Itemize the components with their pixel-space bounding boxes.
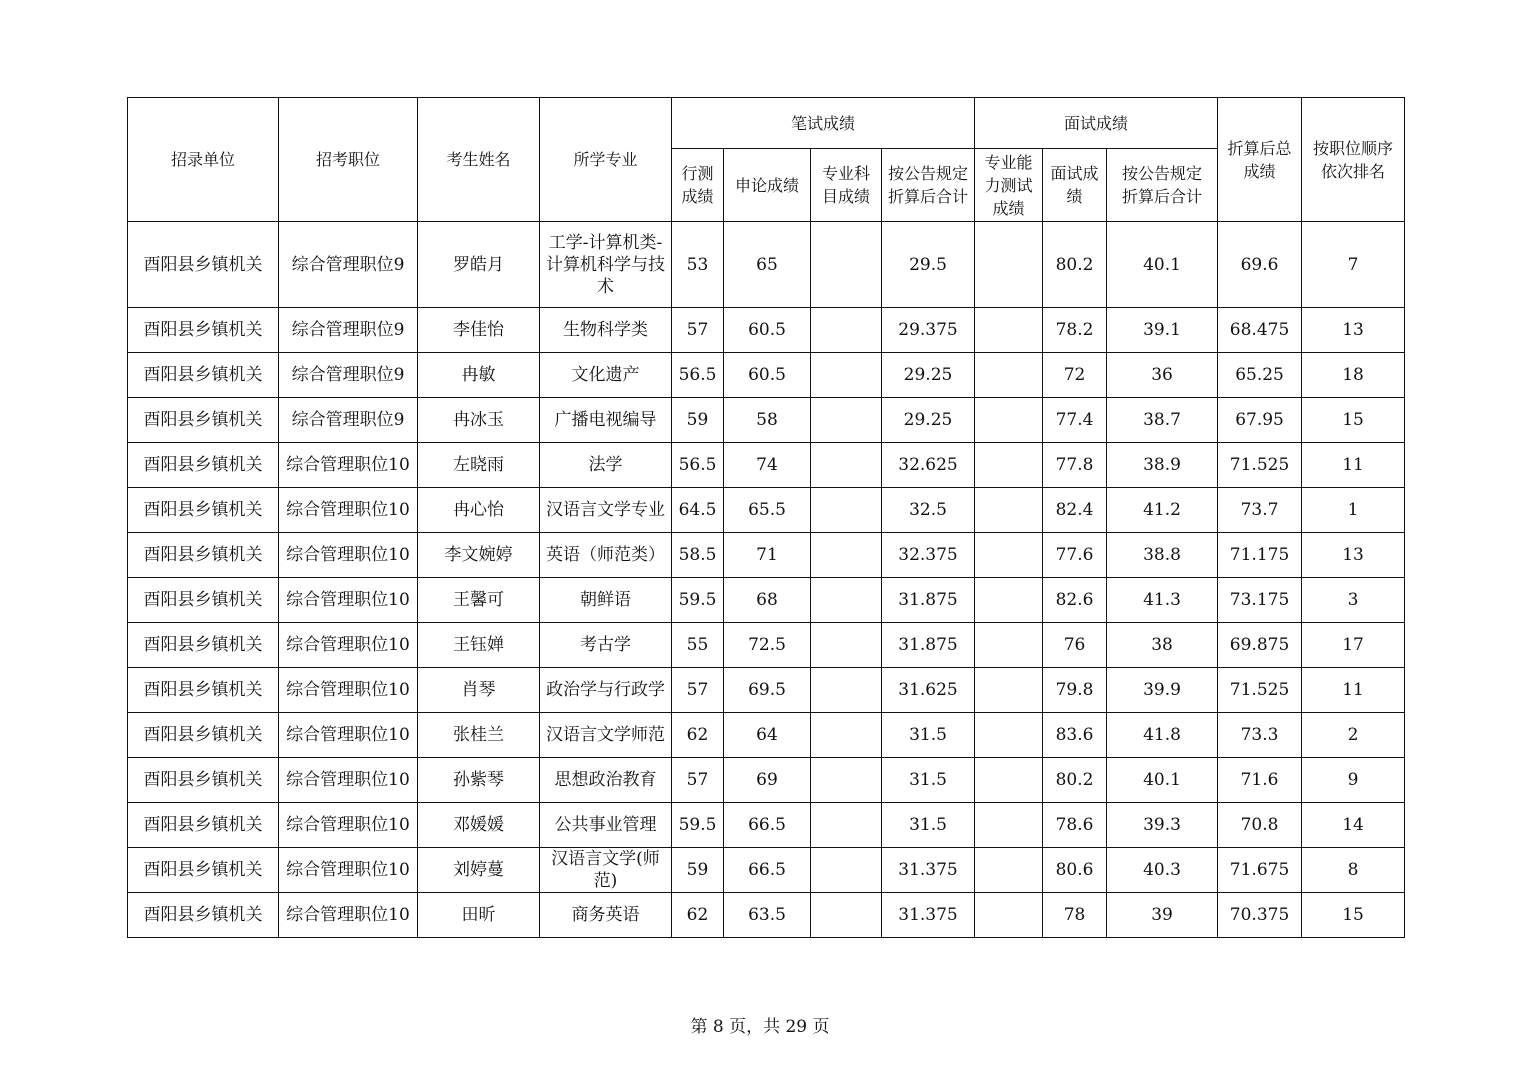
cell-shenlun: 72.5 xyxy=(724,623,811,668)
cell-unit: 酉阳县乡镇机关 xyxy=(128,488,279,533)
cell-rank: 8 xyxy=(1302,848,1405,893)
cell-total: 70.375 xyxy=(1218,893,1302,938)
cell-position: 综合管理职位10 xyxy=(279,578,418,623)
cell-major: 工学-计算机类-计算机科学与技术 xyxy=(540,222,672,308)
cell-unit: 酉阳县乡镇机关 xyxy=(128,893,279,938)
cell-written-total: 29.25 xyxy=(882,398,975,443)
cell-ability xyxy=(975,443,1043,488)
cell-interview: 78.2 xyxy=(1043,308,1107,353)
cell-shenlun: 60.5 xyxy=(724,353,811,398)
cell-written-total: 31.5 xyxy=(882,713,975,758)
cell-interview: 80.2 xyxy=(1043,222,1107,308)
cell-interview-total: 39 xyxy=(1107,893,1218,938)
cell-interview: 82.4 xyxy=(1043,488,1107,533)
cell-written-total: 31.625 xyxy=(882,668,975,713)
cell-major: 汉语言文学师范 xyxy=(540,713,672,758)
cell-position: 综合管理职位10 xyxy=(279,443,418,488)
cell-interview: 76 xyxy=(1043,623,1107,668)
cell-xingce: 58.5 xyxy=(672,533,724,578)
cell-name: 左晓雨 xyxy=(418,443,540,488)
cell-subject xyxy=(811,353,882,398)
cell-shenlun: 71 xyxy=(724,533,811,578)
cell-interview-total: 41.8 xyxy=(1107,713,1218,758)
cell-shenlun: 64 xyxy=(724,713,811,758)
cell-rank: 11 xyxy=(1302,443,1405,488)
cell-interview: 77.4 xyxy=(1043,398,1107,443)
cell-ability xyxy=(975,713,1043,758)
table-row xyxy=(128,848,1405,893)
cell-xingce: 57 xyxy=(672,758,724,803)
cell-shenlun: 66.5 xyxy=(724,848,811,893)
cell-shenlun: 63.5 xyxy=(724,893,811,938)
cell-total: 71.675 xyxy=(1218,848,1302,893)
cell-subject xyxy=(811,308,882,353)
cell-subject xyxy=(811,758,882,803)
cell-ability xyxy=(975,398,1043,443)
cell-interview-total: 40.1 xyxy=(1107,222,1218,308)
cell-interview: 79.8 xyxy=(1043,668,1107,713)
header-written-total: 按公告规定折算后合计 xyxy=(882,149,975,222)
cell-unit: 酉阳县乡镇机关 xyxy=(128,713,279,758)
header-total: 折算后总成绩 xyxy=(1218,98,1302,222)
cell-subject xyxy=(811,623,882,668)
cell-interview-total: 38.9 xyxy=(1107,443,1218,488)
cell-written-total: 31.5 xyxy=(882,758,975,803)
cell-ability xyxy=(975,222,1043,308)
cell-total: 71.6 xyxy=(1218,758,1302,803)
table-row xyxy=(128,488,1405,533)
cell-shenlun: 65 xyxy=(724,222,811,308)
cell-name: 孙紫琴 xyxy=(418,758,540,803)
cell-rank: 11 xyxy=(1302,668,1405,713)
score-table-body xyxy=(128,222,1405,938)
cell-major: 朝鲜语 xyxy=(540,578,672,623)
cell-major: 商务英语 xyxy=(540,893,672,938)
cell-rank: 15 xyxy=(1302,893,1405,938)
cell-position: 综合管理职位10 xyxy=(279,668,418,713)
cell-unit: 酉阳县乡镇机关 xyxy=(128,443,279,488)
cell-position: 综合管理职位9 xyxy=(279,353,418,398)
cell-shenlun: 65.5 xyxy=(724,488,811,533)
cell-written-total: 29.5 xyxy=(882,222,975,308)
cell-name: 罗皓月 xyxy=(418,222,540,308)
cell-ability xyxy=(975,803,1043,848)
cell-ability xyxy=(975,893,1043,938)
table-row xyxy=(128,893,1405,938)
cell-major: 文化遗产 xyxy=(540,353,672,398)
table-row xyxy=(128,533,1405,578)
table-row xyxy=(128,398,1405,443)
cell-rank: 1 xyxy=(1302,488,1405,533)
cell-unit: 酉阳县乡镇机关 xyxy=(128,803,279,848)
cell-xingce: 64.5 xyxy=(672,488,724,533)
header-written-group: 笔试成绩 xyxy=(672,98,975,149)
header-major: 所学专业 xyxy=(540,98,672,222)
cell-major: 英语（师范类） xyxy=(540,533,672,578)
cell-total: 68.475 xyxy=(1218,308,1302,353)
cell-unit: 酉阳县乡镇机关 xyxy=(128,353,279,398)
cell-xingce: 55 xyxy=(672,623,724,668)
cell-written-total: 31.5 xyxy=(882,803,975,848)
cell-major: 生物科学类 xyxy=(540,308,672,353)
cell-position: 综合管理职位9 xyxy=(279,308,418,353)
cell-interview: 77.8 xyxy=(1043,443,1107,488)
cell-xingce: 59.5 xyxy=(672,803,724,848)
cell-xingce: 53 xyxy=(672,222,724,308)
cell-interview: 72 xyxy=(1043,353,1107,398)
cell-name: 刘婷蔓 xyxy=(418,848,540,893)
cell-subject xyxy=(811,803,882,848)
cell-interview-total: 38.7 xyxy=(1107,398,1218,443)
cell-interview-total: 36 xyxy=(1107,353,1218,398)
cell-interview-total: 39.9 xyxy=(1107,668,1218,713)
table-row xyxy=(128,803,1405,848)
cell-subject xyxy=(811,713,882,758)
cell-major: 法学 xyxy=(540,443,672,488)
cell-name: 田昕 xyxy=(418,893,540,938)
cell-xingce: 59 xyxy=(672,398,724,443)
cell-rank: 2 xyxy=(1302,713,1405,758)
table-row xyxy=(128,668,1405,713)
cell-position: 综合管理职位10 xyxy=(279,893,418,938)
cell-rank: 17 xyxy=(1302,623,1405,668)
cell-total: 71.525 xyxy=(1218,668,1302,713)
cell-total: 69.6 xyxy=(1218,222,1302,308)
cell-subject xyxy=(811,893,882,938)
cell-unit: 酉阳县乡镇机关 xyxy=(128,668,279,713)
cell-xingce: 59.5 xyxy=(672,578,724,623)
cell-xingce: 56.5 xyxy=(672,443,724,488)
cell-unit: 酉阳县乡镇机关 xyxy=(128,398,279,443)
table-row xyxy=(128,713,1405,758)
cell-interview-total: 41.3 xyxy=(1107,578,1218,623)
cell-name: 王馨可 xyxy=(418,578,540,623)
cell-xingce: 62 xyxy=(672,893,724,938)
cell-written-total: 31.875 xyxy=(882,623,975,668)
cell-xingce: 62 xyxy=(672,713,724,758)
cell-xingce: 57 xyxy=(672,668,724,713)
cell-total: 73.175 xyxy=(1218,578,1302,623)
cell-subject xyxy=(811,488,882,533)
cell-subject xyxy=(811,668,882,713)
cell-interview-total: 40.1 xyxy=(1107,758,1218,803)
header-unit: 招录单位 xyxy=(128,98,279,222)
cell-name: 冉心怡 xyxy=(418,488,540,533)
cell-ability xyxy=(975,308,1043,353)
cell-interview: 80.6 xyxy=(1043,848,1107,893)
cell-interview-total: 38.8 xyxy=(1107,533,1218,578)
cell-written-total: 31.375 xyxy=(882,848,975,893)
header-interview-total: 按公告规定折算后合计 xyxy=(1107,149,1218,222)
cell-rank: 7 xyxy=(1302,222,1405,308)
cell-position: 综合管理职位10 xyxy=(279,848,418,893)
cell-ability xyxy=(975,668,1043,713)
cell-interview: 78.6 xyxy=(1043,803,1107,848)
cell-major: 考古学 xyxy=(540,623,672,668)
cell-position: 综合管理职位10 xyxy=(279,623,418,668)
cell-subject xyxy=(811,398,882,443)
cell-total: 71.175 xyxy=(1218,533,1302,578)
cell-interview-total: 39.1 xyxy=(1107,308,1218,353)
cell-interview-total: 40.3 xyxy=(1107,848,1218,893)
cell-ability xyxy=(975,533,1043,578)
cell-unit: 酉阳县乡镇机关 xyxy=(128,308,279,353)
header-ability: 专业能力测试成绩 xyxy=(975,149,1043,222)
cell-total: 67.95 xyxy=(1218,398,1302,443)
cell-rank: 14 xyxy=(1302,803,1405,848)
cell-xingce: 57 xyxy=(672,308,724,353)
cell-interview: 78 xyxy=(1043,893,1107,938)
table-row xyxy=(128,308,1405,353)
cell-ability xyxy=(975,623,1043,668)
cell-position: 综合管理职位10 xyxy=(279,713,418,758)
cell-written-total: 32.625 xyxy=(882,443,975,488)
cell-xingce: 56.5 xyxy=(672,353,724,398)
cell-interview: 83.6 xyxy=(1043,713,1107,758)
cell-shenlun: 74 xyxy=(724,443,811,488)
table-row xyxy=(128,578,1405,623)
cell-interview: 82.6 xyxy=(1043,578,1107,623)
cell-position: 综合管理职位10 xyxy=(279,758,418,803)
header-name: 考生姓名 xyxy=(418,98,540,222)
cell-total: 71.525 xyxy=(1218,443,1302,488)
cell-unit: 酉阳县乡镇机关 xyxy=(128,533,279,578)
cell-interview-total: 38 xyxy=(1107,623,1218,668)
cell-unit: 酉阳县乡镇机关 xyxy=(128,578,279,623)
cell-unit: 酉阳县乡镇机关 xyxy=(128,222,279,308)
cell-name: 邓媛媛 xyxy=(418,803,540,848)
cell-written-total: 32.5 xyxy=(882,488,975,533)
cell-written-total: 29.25 xyxy=(882,353,975,398)
cell-rank: 13 xyxy=(1302,533,1405,578)
header-shenlun: 申论成绩 xyxy=(724,149,811,222)
header-rank: 按职位顺序依次排名 xyxy=(1302,98,1405,222)
cell-major: 思想政治教育 xyxy=(540,758,672,803)
cell-ability xyxy=(975,353,1043,398)
cell-subject xyxy=(811,443,882,488)
table-row xyxy=(128,623,1405,668)
cell-name: 冉敏 xyxy=(418,353,540,398)
table-row xyxy=(128,353,1405,398)
cell-ability xyxy=(975,488,1043,533)
cell-total: 69.875 xyxy=(1218,623,1302,668)
cell-major: 汉语言文学(师范) xyxy=(540,848,672,893)
cell-total: 73.7 xyxy=(1218,488,1302,533)
cell-interview-total: 39.3 xyxy=(1107,803,1218,848)
cell-name: 冉冰玉 xyxy=(418,398,540,443)
score-table xyxy=(127,97,1405,938)
cell-position: 综合管理职位10 xyxy=(279,533,418,578)
cell-shenlun: 58 xyxy=(724,398,811,443)
cell-position: 综合管理职位9 xyxy=(279,222,418,308)
header-interview-group: 面试成绩 xyxy=(975,98,1218,149)
cell-rank: 13 xyxy=(1302,308,1405,353)
cell-major: 广播电视编导 xyxy=(540,398,672,443)
header-position: 招考职位 xyxy=(279,98,418,222)
cell-total: 73.3 xyxy=(1218,713,1302,758)
cell-major: 公共事业管理 xyxy=(540,803,672,848)
cell-shenlun: 60.5 xyxy=(724,308,811,353)
cell-subject xyxy=(811,848,882,893)
cell-position: 综合管理职位10 xyxy=(279,803,418,848)
cell-ability xyxy=(975,758,1043,803)
cell-shenlun: 69.5 xyxy=(724,668,811,713)
cell-rank: 9 xyxy=(1302,758,1405,803)
cell-written-total: 29.375 xyxy=(882,308,975,353)
cell-shenlun: 69 xyxy=(724,758,811,803)
cell-name: 张桂兰 xyxy=(418,713,540,758)
table-row xyxy=(128,758,1405,803)
header-xingce: 行测成绩 xyxy=(672,149,724,222)
header-interview: 面试成绩 xyxy=(1043,149,1107,222)
cell-unit: 酉阳县乡镇机关 xyxy=(128,758,279,803)
cell-shenlun: 68 xyxy=(724,578,811,623)
cell-interview-total: 41.2 xyxy=(1107,488,1218,533)
header-row-1 xyxy=(128,98,1405,149)
cell-position: 综合管理职位10 xyxy=(279,488,418,533)
cell-major: 汉语言文学专业 xyxy=(540,488,672,533)
cell-subject xyxy=(811,578,882,623)
table-row xyxy=(128,443,1405,488)
cell-shenlun: 66.5 xyxy=(724,803,811,848)
cell-written-total: 31.375 xyxy=(882,893,975,938)
cell-ability xyxy=(975,848,1043,893)
cell-subject xyxy=(811,533,882,578)
cell-xingce: 59 xyxy=(672,848,724,893)
cell-unit: 酉阳县乡镇机关 xyxy=(128,848,279,893)
cell-unit: 酉阳县乡镇机关 xyxy=(128,623,279,668)
cell-name: 李佳怡 xyxy=(418,308,540,353)
cell-total: 65.25 xyxy=(1218,353,1302,398)
cell-rank: 3 xyxy=(1302,578,1405,623)
cell-total: 70.8 xyxy=(1218,803,1302,848)
cell-subject xyxy=(811,222,882,308)
cell-name: 肖琴 xyxy=(418,668,540,713)
cell-name: 李文婉婷 xyxy=(418,533,540,578)
table-row xyxy=(128,222,1405,308)
cell-major: 政治学与行政学 xyxy=(540,668,672,713)
cell-position: 综合管理职位9 xyxy=(279,398,418,443)
cell-rank: 15 xyxy=(1302,398,1405,443)
cell-rank: 18 xyxy=(1302,353,1405,398)
cell-name: 王钰婵 xyxy=(418,623,540,668)
cell-written-total: 31.875 xyxy=(882,578,975,623)
cell-written-total: 32.375 xyxy=(882,533,975,578)
cell-ability xyxy=(975,578,1043,623)
cell-interview: 77.6 xyxy=(1043,533,1107,578)
page-footer: 第 8 页，共 29 页 xyxy=(690,1017,830,1037)
header-subject: 专业科目成绩 xyxy=(811,149,882,222)
cell-interview: 80.2 xyxy=(1043,758,1107,803)
